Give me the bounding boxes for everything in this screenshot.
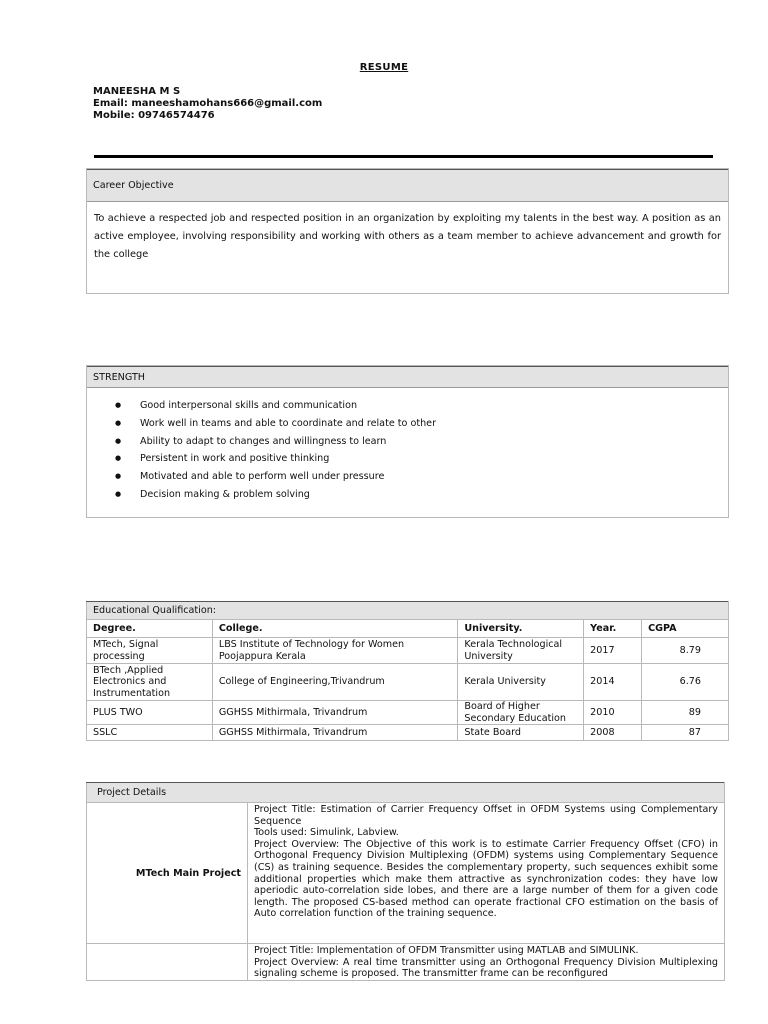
resume-title: RESUME (359, 62, 409, 73)
table-row (87, 725, 729, 741)
project-details-table (86, 782, 725, 981)
education-table (86, 601, 729, 741)
degree-cell: MTech, Signal processing (87, 638, 213, 664)
project-overview-text: Project Overview: The Objective of this work is to estimate Carrier Frequency Offset (CFO) in Orthogonal Frequency Division Multiplexing (OFDM) systems using Complementary Sequence (CS) as training sequence. Besides the complementary property, such sequences exhibit some additional properties which make them attractive as synchronization codes: they have low aperiodic auto-correlation side lobes, and there are a large number of them for a given code length. The proposed CS-based method can operate fractional CFO estimation on the basis of Auto correlation function of the training sequence. (254, 838, 718, 920)
strength-item: ● Persistent in work and positive thinking (115, 450, 728, 468)
degree-cell: PLUS TWO (87, 701, 213, 725)
col-cgpa: CGPA (642, 620, 729, 638)
candidate-name: MANEESHA M S (93, 86, 181, 97)
career-objective-section (86, 168, 729, 294)
year-cell: 2014 (584, 664, 642, 701)
contact-block (93, 86, 322, 122)
strength-item: ● Ability to adapt to changes and willingness to learn (115, 433, 728, 451)
project-details-heading: Project Details (87, 783, 725, 803)
project-label (87, 944, 248, 981)
project-label: MTech Main Project (87, 803, 248, 944)
col-year: Year. (584, 620, 642, 638)
strength-list (87, 388, 728, 504)
college-cell: GGHSS Mithirmala, Trivandrum (212, 701, 458, 725)
year-cell: 2010 (584, 701, 642, 725)
year-cell: 2017 (584, 638, 642, 664)
project-tools-line: Tools used: Simulink, Labview. (254, 827, 399, 839)
strength-item: ● Good interpersonal skills and communication (115, 397, 728, 415)
strength-item: ● Work well in teams and able to coordinate and relate to other (115, 415, 728, 433)
college-cell: LBS Institute of Technology for Women Poojappura Kerala (212, 638, 458, 664)
university-cell: Kerala Technological University (458, 638, 584, 664)
table-row (87, 638, 729, 664)
project-title-line: Project Title: Estimation of Carrier Frequency Offset in OFDM Systems using Complementary Sequence (254, 804, 718, 827)
education-header-row (87, 620, 729, 638)
career-objective-heading: Career Objective (87, 169, 728, 202)
project-content (248, 803, 725, 944)
strength-item: ● Decision making & problem solving (115, 486, 728, 504)
college-cell: GGHSS Mithirmala, Trivandrum (212, 725, 458, 741)
mobile-line: Mobile: 09746574476 (93, 110, 215, 121)
table-row (87, 701, 729, 725)
col-degree: Degree. (87, 620, 213, 638)
email-line: Email: maneeshamohans666@gmail.com (93, 98, 323, 109)
project-row (87, 944, 725, 981)
strength-item: ● Motivated and able to perform well under pressure (115, 468, 728, 486)
university-cell: State Board (458, 725, 584, 741)
year-cell: 2008 (584, 725, 642, 741)
college-cell: College of Engineering,Trivandrum (212, 664, 458, 701)
degree-cell: SSLC (87, 725, 213, 741)
strength-heading: STRENGTH (87, 366, 728, 388)
project-overview-text: Project Overview: A real time transmitter using an Orthogonal Frequency Division Multiplexing signaling scheme is proposed. The transmitter frame can be reconfigured (254, 956, 718, 980)
university-cell: Board of Higher Secondary Education (458, 701, 584, 725)
table-row (87, 664, 729, 701)
col-college: College. (212, 620, 458, 638)
career-objective-text: To achieve a respected job and respected position in an organization by exploiting my talents in the best way. A position as an active employee, involving responsibility and working with others as a team member to achieve advancement and growth for the college (94, 213, 721, 260)
cgpa-cell: 87 (642, 725, 729, 741)
col-university: University. (458, 620, 584, 638)
degree-cell: BTech ,Applied Electronics and Instrumentation (87, 664, 213, 701)
header-divider (94, 155, 713, 158)
education-heading: Educational Qualification: (87, 602, 729, 620)
strength-section (86, 365, 729, 518)
university-cell: Kerala University (458, 664, 584, 701)
project-row (87, 803, 725, 944)
project-content (248, 944, 725, 981)
cgpa-cell: 89 (642, 701, 729, 725)
cgpa-cell: 8.79 (642, 638, 729, 664)
cgpa-cell: 6.76 (642, 664, 729, 701)
project-title-line: Project Title: Implementation of OFDM Transmitter using MATLAB and SIMULINK. (254, 945, 639, 956)
